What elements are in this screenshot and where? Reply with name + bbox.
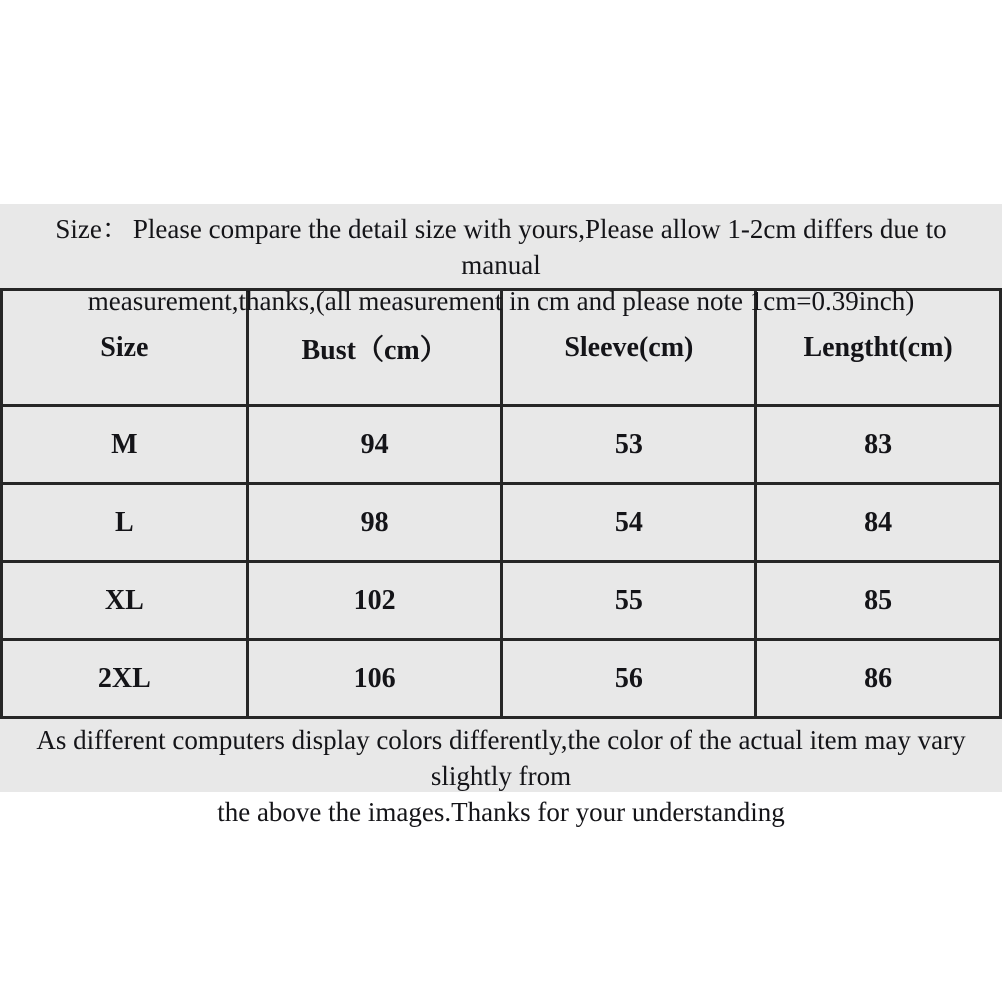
size-cell: XL bbox=[2, 562, 248, 640]
size-cell: M bbox=[2, 406, 248, 484]
color-disclaimer-line-2: the above the images.Thanks for your understanding bbox=[217, 797, 785, 827]
size-cell: L bbox=[2, 484, 248, 562]
sleeve-cell: 54 bbox=[502, 484, 756, 562]
column-header-size: Size bbox=[2, 290, 248, 406]
bust-cell: 98 bbox=[247, 484, 502, 562]
size-cell: 2XL bbox=[2, 640, 248, 718]
bust-cell: 94 bbox=[247, 406, 502, 484]
color-disclaimer bbox=[0, 719, 1002, 827]
table-row-xl bbox=[2, 562, 1001, 640]
bust-cell: 106 bbox=[247, 640, 502, 718]
table-row-m bbox=[2, 406, 1001, 484]
length-cell: 84 bbox=[756, 484, 1001, 562]
size-label: Size： bbox=[55, 214, 129, 244]
length-cell: 83 bbox=[756, 406, 1001, 484]
column-header-length: Lengtht(cm) bbox=[756, 290, 1001, 406]
color-disclaimer-line-1: As different computers display colors differently,the color of the actual item may vary slightly from bbox=[36, 725, 966, 791]
size-table bbox=[0, 288, 1002, 719]
size-notice-text: Please compare the detail size with yours,Please allow 1-2cm differs due to manual bbox=[132, 214, 947, 280]
length-cell: 86 bbox=[756, 640, 1001, 718]
sleeve-cell: 53 bbox=[502, 406, 756, 484]
size-chart-panel bbox=[0, 204, 1002, 827]
table-row-l bbox=[2, 484, 1001, 562]
size-notice-line-2: measurement,thanks,(all measurement in cm and please note 1cm=0.39inch) bbox=[87, 286, 915, 316]
table-row-2xl bbox=[2, 640, 1001, 718]
column-header-bust: Bust（cm） bbox=[247, 290, 502, 406]
size-notice-line-1 bbox=[28, 211, 974, 283]
length-cell: 85 bbox=[756, 562, 1001, 640]
bust-cell: 102 bbox=[247, 562, 502, 640]
sleeve-cell: 55 bbox=[502, 562, 756, 640]
size-notice bbox=[0, 204, 1002, 316]
column-header-sleeve: Sleeve(cm) bbox=[502, 290, 756, 406]
sleeve-cell: 56 bbox=[502, 640, 756, 718]
